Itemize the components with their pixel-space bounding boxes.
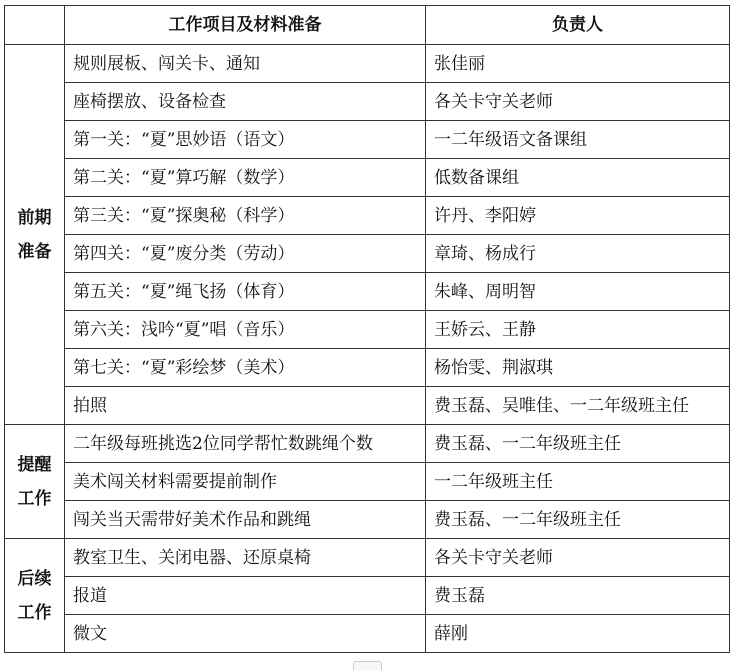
owner-cell: 各关卡守关老师 (426, 83, 730, 121)
table-row (5, 387, 730, 425)
phase-cell-followup (5, 539, 65, 653)
task-cell: 微文 (65, 615, 426, 653)
owner-cell: 许丹、李阳婷 (426, 197, 730, 235)
phase-label: 提醒工作 (17, 454, 52, 509)
owner-cell: 杨怡雯、荆淑琪 (426, 349, 730, 387)
task-cell: 第一关：“夏”思妙语（语文） (65, 121, 426, 159)
table-row (5, 577, 730, 615)
task-cell: 规则展板、闯关卡、通知 (65, 45, 426, 83)
task-cell: 报道 (65, 577, 426, 615)
table-row (5, 121, 730, 159)
table-row (5, 159, 730, 197)
task-assignment-table (4, 5, 730, 653)
table-row (5, 463, 730, 501)
header-owner: 负责人 (426, 6, 730, 45)
table-row (5, 539, 730, 577)
phase-label: 后续工作 (17, 568, 52, 623)
task-cell: 第六关：浅吟“夏”唱（音乐） (65, 311, 426, 349)
owner-cell: 费玉磊 (426, 577, 730, 615)
owner-cell: 低数备课组 (426, 159, 730, 197)
table-row (5, 235, 730, 273)
header-task: 工作项目及材料准备 (65, 6, 426, 45)
owner-cell: 章琦、杨成行 (426, 235, 730, 273)
owner-cell: 费玉磊、一二年级班主任 (426, 501, 730, 539)
phase-cell-preparation (5, 45, 65, 425)
table-row (5, 311, 730, 349)
owner-cell: 费玉磊、吴唯佳、一二年级班主任 (426, 387, 730, 425)
task-cell: 二年级每班挑选2位同学帮忙数跳绳个数 (65, 425, 426, 463)
owner-cell: 王娇云、王静 (426, 311, 730, 349)
table-row (5, 45, 730, 83)
task-cell: 美术闯关材料需要提前制作 (65, 463, 426, 501)
owner-cell: 一二年级语文备课组 (426, 121, 730, 159)
task-cell: 第七关：“夏”彩绘梦（美术） (65, 349, 426, 387)
owner-cell: 朱峰、周明智 (426, 273, 730, 311)
header-phase (5, 6, 65, 45)
table-row (5, 197, 730, 235)
task-cell: 第二关：“夏”算巧解（数学） (65, 159, 426, 197)
owner-cell: 薛刚 (426, 615, 730, 653)
task-cell: 第三关：“夏”探奥秘（科学） (65, 197, 426, 235)
owner-cell: 张佳丽 (426, 45, 730, 83)
owner-cell: 各关卡守关老师 (426, 539, 730, 577)
table-row (5, 425, 730, 463)
phase-label: 前期准备 (17, 207, 52, 262)
task-cell: 教室卫生、关闭电器、还原桌椅 (65, 539, 426, 577)
owner-cell: 一二年级班主任 (426, 463, 730, 501)
task-cell: 第四关：“夏”废分类（劳动） (65, 235, 426, 273)
task-cell: 座椅摆放、设备检查 (65, 83, 426, 121)
phase-cell-reminder (5, 425, 65, 539)
table-row (5, 615, 730, 653)
task-cell: 第五关：“夏”绳飞扬（体育） (65, 273, 426, 311)
table-row (5, 83, 730, 121)
table-row (5, 273, 730, 311)
table-header-row (5, 6, 730, 45)
task-cell: 拍照 (65, 387, 426, 425)
owner-cell: 费玉磊、一二年级班主任 (426, 425, 730, 463)
table-row (5, 349, 730, 387)
table-row (5, 501, 730, 539)
task-cell: 闯关当天需带好美术作品和跳绳 (65, 501, 426, 539)
